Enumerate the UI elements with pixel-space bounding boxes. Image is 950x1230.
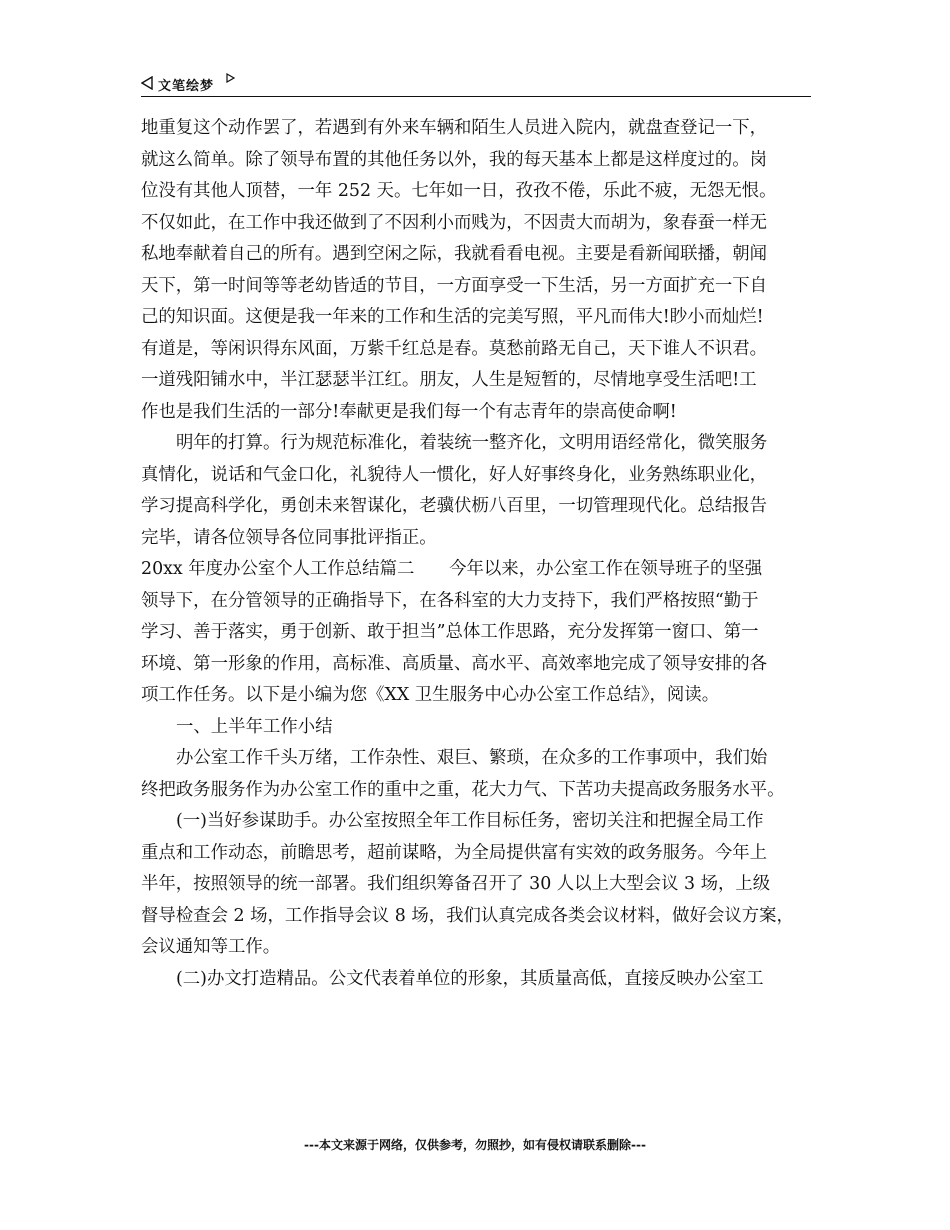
text-line: 地重复这个动作罢了，若遇到有外来车辆和陌生人员进入院内，就盘查登记一下，	[141, 118, 768, 138]
text-line: 就这么简单。除了领导布置的其他任务以外，我的每天基本上都是这样度过的。岗	[141, 149, 768, 170]
text-line: 办公室工作千头万绪，工作杂性、艰巨、繁琐，在众多的工作事项中，我们始	[176, 748, 768, 768]
text-line: 天下，第一时间等等老幼皆适的节目，一方面享受一下生活，另一方面扩充一下自	[141, 275, 768, 296]
document-body	[141, 113, 813, 995]
text-line: 完毕，请各位领导各位同事批评指正。	[141, 527, 437, 548]
text-line: (二)办文打造精品。公文代表着单位的形象，其质量高低，直接反映办公室工	[176, 968, 764, 989]
text-line: 真情化，说话和气金口化，礼貌待人一惯化，好人好事终身化，业务熟练职业化，	[141, 464, 768, 485]
text-line: 作也是我们生活的一部分!奉献更是我们每一个有志青年的崇高使命啊!	[141, 401, 677, 422]
text-line: 领导下，在分管领导的正确指导下，在各科室的大力支持下，我们严格按照“勤于	[141, 590, 759, 611]
page-footer: ---本文来源于网络，仅供参考，勿照抄，如有侵权请联系删除---	[304, 1138, 646, 1152]
page-header	[141, 70, 811, 97]
text-line: 学习提高科学化，勇创未来智谋化，老骥伏枥八百里，一切管理现代化。总结报告	[141, 496, 768, 516]
text-line: (一)当好参谋助手。办公室按照全年工作目标任务，密切关注和把握全局工作	[176, 811, 764, 831]
text-line: 私地奉献着自己的所有。遇到空闲之际，我就看看电视。主要是看新闻联播，朝闻	[141, 244, 768, 264]
triangle-left-icon	[141, 76, 153, 90]
text-line: 一、上半年工作小结	[176, 716, 333, 737]
text-line: 半年，按照领导的统一部署。我们组织筹备召开了 30 人以上大型会议 3 场，上级	[141, 874, 771, 894]
text-line: 明年的打算。行为规范标准化，着装统一整齐化，文明用语经常化，微笑服务	[176, 433, 768, 453]
text-line: 督导检查会 2 场，工作指导会议 8 场，我们认真完成各类会议材料，做好会议方案，	[141, 905, 794, 926]
text-line: 重点和工作动态，前瞻思考，超前谋略，为全局提供富有实效的政务服务。今年上	[141, 842, 768, 863]
text-line: 有道是，等闲识得东风面，万紫千红总是春。莫愁前路无自己，天下谁人不识君。	[141, 338, 768, 359]
text-line: 一道残阳铺水中，半江瑟瑟半江红。朋友，人生是短暂的，尽情地享受生活吧!工	[141, 370, 757, 390]
text-line: 环境、第一形象的作用，高标准、高质量、高水平、高效率地完成了领导安排的各	[141, 653, 768, 674]
text-line: 不仅如此，在工作中我还做到了不因利小而贱为，不因责大而胡为，象春蚕一样无	[141, 212, 768, 233]
text-line: 己的知识面。这便是我一年来的工作和生活的完美写照，平凡而伟大!眇小而灿烂!	[141, 307, 764, 327]
triangle-right-icon	[226, 73, 235, 83]
text-line: 会议通知等工作。	[141, 937, 281, 957]
text-line: 20xx 年度办公室个人工作总结篇二 今年以来，办公室工作在领导班子的坚强	[141, 559, 763, 579]
text-line: 终把政务服务作为办公室工作的重中之重，花大力气、下苦功夫提高政务服务水平。	[141, 779, 785, 800]
header-brand: 文笔绘梦	[158, 79, 215, 94]
text-line: 项工作任务。以下是小编为您《XX 卫生服务中心办公室工作总结》，阅读。	[141, 685, 720, 705]
text-line: 学习、善于落实，勇于创新、敢于担当”总体工作思路，充分发挥第一窗口、第一	[141, 622, 759, 642]
text-line: 位没有其他人顶替，一年 252 天。七年如一日，孜孜不倦，乐此不疲，无怨无恨。	[141, 181, 777, 201]
